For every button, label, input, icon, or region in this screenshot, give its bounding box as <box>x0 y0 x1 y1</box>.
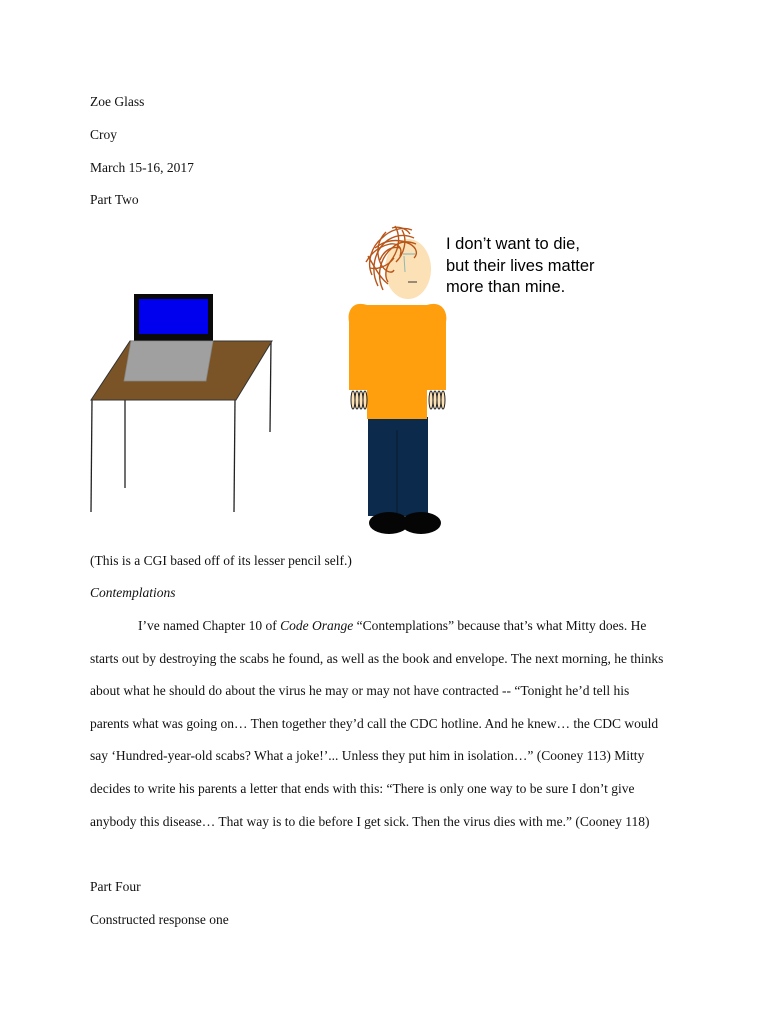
book-title: Code Orange <box>280 618 354 633</box>
paragraph-line: starts out by destroying the scabs he found, as well as the book and envelope. The next morning, he thinks <box>90 651 664 666</box>
speech-text <box>446 234 595 299</box>
student-name: Zoe Glass <box>90 94 145 109</box>
part-two-heading: Part Two <box>90 192 139 207</box>
paragraph-line: parents what was going on… Then together they’d call the CDC hotline. And he knew… the CDC would <box>90 716 659 731</box>
paragraph-line: decides to write his parents a letter that ends with this: “There is only one way to be sure I don’t give <box>90 781 635 796</box>
paragraph-text: I’ve named Chapter 10 of <box>138 618 281 633</box>
illustration-caption: (This is a CGI based off of its lesser pencil self.) <box>90 553 352 568</box>
person-drawing <box>349 226 447 534</box>
part-four-subtitle: Constructed response one <box>90 912 229 927</box>
assignment-date: March 15-16, 2017 <box>90 160 194 175</box>
paragraph-line <box>138 618 646 634</box>
speech-line: but their lives matter <box>446 256 595 275</box>
section-title: Contemplations <box>90 585 176 600</box>
part-four-heading: Part Four <box>90 879 141 894</box>
laptop-drawing <box>124 294 213 381</box>
teacher-name: Croy <box>90 127 117 142</box>
speech-line: I don’t want to die, <box>446 235 580 253</box>
paragraph-line: say ‘Hundred-year-old scabs? What a joke!’... Unless they put him in isolation…” (Cooney 113) Mitty <box>90 748 645 763</box>
paragraph-line: anybody this disease… That way is to die before I get sick. Then the virus dies with me.” (Cooney 118) <box>90 814 650 829</box>
paragraph-text: “Contemplations” because that’s what Mitty does. He <box>353 618 647 633</box>
paragraph-line: about what he should do about the virus he may or may not have contracted -- “Tonight he’d tell his <box>90 683 630 698</box>
speech-line: more than mine. <box>446 278 566 296</box>
